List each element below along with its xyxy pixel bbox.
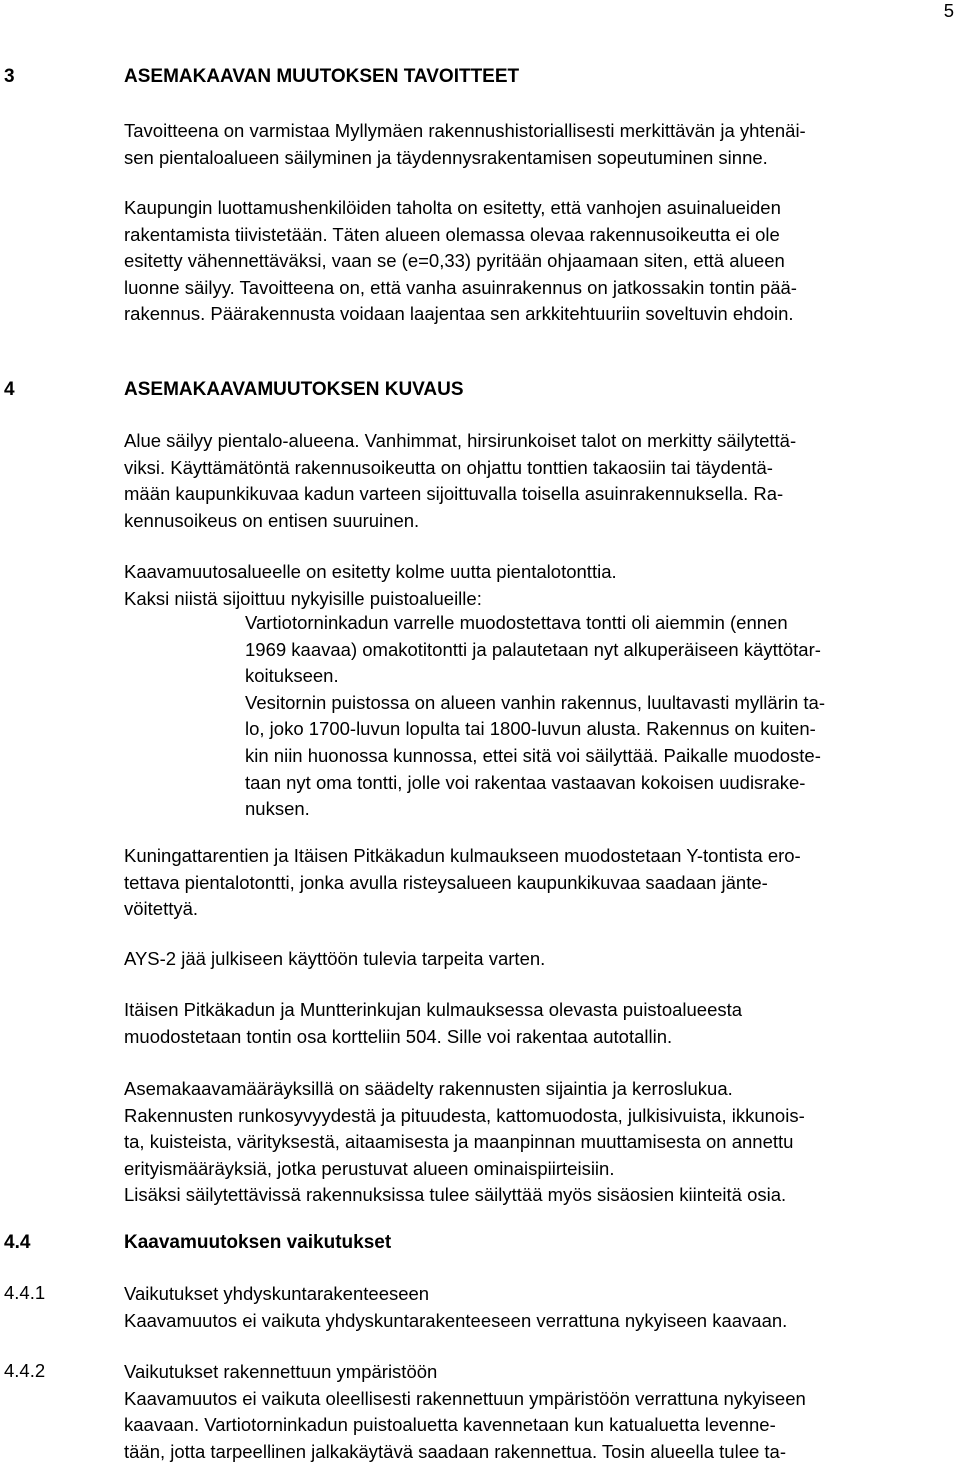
text-line: taan nyt oma tontti, jolle voi rakentaa vastaavan kokoisen uudisrake- [245,771,806,793]
text-line: Vesitornin puistossa on alueen vanhin rakennus, luultavasti myllärin ta- [245,691,825,713]
text-line: lo, joko 1700-luvun lopulta tai 1800-luvun alusta. Rakennus on kuiten- [245,718,816,740]
text-line: luonne säilyy. Tavoitteena on, että vanha asuinrakennus on jatkossakin tontin pää- [124,276,797,298]
text-line: kin niin huonossa kunnossa, ettei sitä voi säilyttää. Paikalle muodoste- [245,744,821,766]
section-title-4-4: Kaavamuutoksen vaikutukset [124,1232,392,1253]
section-title-3: ASEMAKAAVAN MUUTOKSEN TAVOITTEET [124,66,520,87]
text-line: muodostetaan tontin osa kortteliin 504. Sille voi rakentaa autotallin. [124,1025,673,1047]
text-line: koitukseen. [245,665,339,687]
section-number-4-4-2: 4.4.2 [4,1360,46,1381]
text-line: tään, jotta tarpeellinen jalkakäytävä saadaan rakennettua. Tosin alueella tulee ta- [124,1440,786,1462]
section-number-3: 3 [4,66,15,87]
text-line: ta, kuisteista, värityksestä, aitaamisesta ja maanpinnan muuttamisesta on annettu [124,1131,794,1153]
section-number-4-4-1: 4.4.1 [4,1282,46,1303]
text-line: Itäisen Pitkäkadun ja Muntterinkujan kulmauksessa olevasta puistoalueesta [124,999,743,1020]
text-line: Kaavamuutos ei vaikuta oleellisesti rakennettuun ympäristöön verrattuna nykyiseen [124,1387,806,1409]
text-line: erityismääräyksiä, jotka perustuvat alueen ominaispiirteisiin. [124,1157,615,1179]
section-number-4: 4 [4,379,15,400]
text-line: sen pientaloalueen säilyminen ja täydennysrakentamisen sopeutuminen sinne. [124,146,768,168]
text-line: mään kaupunkikuvaa kadun varteen sijoittuvalla toisella asuinrakennuksella. Ra- [124,483,784,505]
text-line: Alue säilyy pientalo-alueena. Vanhimmat, hirsirunkoiset talot on merkitty säilytettä- [124,430,797,451]
paragraph-s4-3 [124,843,954,923]
text-line: AYS-2 jää julkiseen käyttöön tulevia tarpeita varten. [124,948,546,969]
text-line: tettava pientalotontti, jonka avulla risteysalueen kaupunkikuvaa saadaan jänte- [124,871,768,893]
section-title-4: ASEMAKAAVAMUUTOKSEN KUVAUS [124,379,464,400]
text-line: Asemakaavamääräyksillä on säädelty rakennusten sijaintia ja kerroslukua. [124,1078,733,1099]
subsection-4-4-1 [124,1281,954,1334]
text-line: rakentamista tiivistetään. Täten alueen olemassa olevaa rakennusoikeutta ei ole [124,223,780,245]
paragraph-s4-5 [124,997,954,1050]
paragraph-s3-2 [124,195,954,328]
text-line: Vartiotorninkadun varrelle muodostettava tontti oli aiemmin (ennen [245,612,788,633]
indented-list [245,610,825,823]
text-line: vöitettyä. [124,898,199,920]
text-line: Tavoitteena on varmistaa Myllymäen rakennushistoriallisesti merkittävän ja yhtenäi- [124,120,806,141]
text-line: Kaksi niistä sijoittuu nykyisille puistoalueille: [124,587,482,609]
page-number: 5 [943,0,954,21]
text-line: esitetty vähennettäväksi, vaan se (e=0,33) pyritään ohjaamaan siten, että alueen [124,250,785,272]
subsection-title: Vaikutukset rakennettuun ympäristöön [124,1361,438,1382]
paragraph-s4-1 [124,428,954,534]
text-line: Kaupungin luottamushenkilöiden taholta on esitetty, että vanhojen asuinalueiden [124,197,781,218]
paragraph-s4-6 [124,1076,954,1209]
text-line: rakennus. Päärakennusta voidaan laajentaa sen arkkitehtuuriin soveltuvin ehdoin. [124,303,794,325]
text-line: nuksen. [245,798,310,820]
text-line: Kuningattarentien ja Itäisen Pitkäkadun kulmaukseen muodostetaan Y-tontista ero- [124,845,801,866]
section-number-4-4: 4.4 [4,1232,31,1253]
paragraph-s3-1 [124,118,954,171]
text-line: kennusoikeus on entisen suuruinen. [124,509,420,531]
text-line: kaavaan. Vartiotorninkadun puistoaluetta kavennetaan kun katualuetta levenne- [124,1414,776,1436]
subsection-4-4-2 [124,1359,954,1465]
text-line: viksi. Käyttämätöntä rakennusoikeutta on ohjattu tonttien takaosiin tai täydentä- [124,456,773,478]
text-line: Kaavamuutosalueelle on esitetty kolme uutta pientalotonttia. [124,561,617,582]
text-line: 1969 kaavaa) omakotitontti ja palautetaan nyt alkuperäiseen käyttötar- [245,638,821,660]
paragraph-s4-4 [124,946,954,973]
text-line: Rakennusten runkosyvyydestä ja pituudesta, kattomuodosta, julkisivuista, ikkunois- [124,1104,805,1126]
text-line: Kaavamuutos ei vaikuta yhdyskuntarakenteeseen verrattuna nykyiseen kaavaan. [124,1309,788,1331]
text-line: Lisäksi säilytettävissä rakennuksissa tulee säilyttää myös sisäosien kiinteitä osia. [124,1184,787,1206]
subsection-title: Vaikutukset yhdyskuntarakenteeseen [124,1283,430,1304]
paragraph-s4-2 [124,559,954,612]
